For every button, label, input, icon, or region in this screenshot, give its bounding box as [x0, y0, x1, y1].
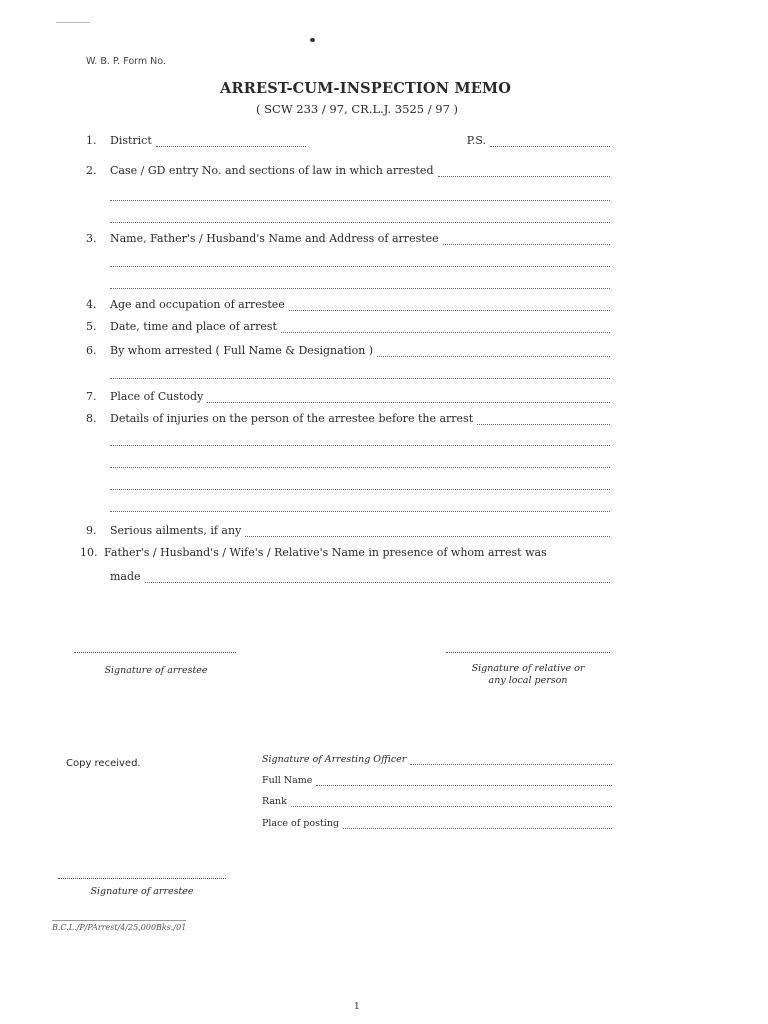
- arrestee-signature-caption: Signature of arrestee: [104, 665, 208, 676]
- field-place-of-custody: [86, 390, 610, 403]
- field-label: Father's / Husband's / Wife's / Relative's Name in presence of whom arrest was: [104, 546, 547, 559]
- case-entry-blank[interactable]: [438, 166, 611, 177]
- ps-label: P.S.: [466, 134, 486, 147]
- place-of-posting-label: Place of posting: [262, 818, 340, 829]
- field-number: 2.: [86, 164, 97, 177]
- form-number: W. B. P. Form No.: [86, 56, 166, 67]
- field-date-time-place: [86, 320, 610, 333]
- field-label: Name, Father's / Husband's Name and Address of arrestee: [110, 232, 439, 245]
- field-number: 8.: [86, 412, 97, 425]
- rank-blank[interactable]: [291, 796, 612, 807]
- field-number: 4.: [86, 298, 97, 311]
- field-number: 7.: [86, 390, 97, 403]
- field-label: District: [110, 134, 152, 147]
- copy-received-label: Copy received.: [66, 758, 141, 769]
- arrestee-signature-line[interactable]: [74, 652, 236, 653]
- form-subtitle: ( SCW 233 / 97, CR.L.J. 3525 / 97 ): [256, 102, 459, 116]
- date-time-place-blank[interactable]: [281, 322, 610, 333]
- arrestee-copy-signature-line[interactable]: [58, 878, 226, 879]
- arrestee-copy-signature-caption: Signature of arrestee: [90, 886, 194, 897]
- injury-details-line-2[interactable]: [110, 445, 610, 446]
- arresting-officer-signature: [262, 754, 612, 765]
- place-of-posting-blank[interactable]: [343, 818, 612, 829]
- field-label: Case / GD entry No. and sections of law in which arrested: [110, 164, 434, 177]
- officer-signature-label: Signature of Arresting Officer: [262, 754, 407, 765]
- field-number: 9.: [86, 524, 97, 537]
- arrested-by-line-2[interactable]: [110, 378, 610, 379]
- field-label-continued: made: [110, 570, 141, 583]
- field-label: By whom arrested ( Full Name & Designation ): [110, 344, 374, 357]
- field-number: 5.: [86, 320, 97, 333]
- witness-relative-blank[interactable]: [145, 572, 610, 583]
- case-entry-line-2[interactable]: [110, 200, 610, 201]
- full-name-blank[interactable]: [316, 775, 612, 786]
- field-label: Age and occupation of arrestee: [110, 298, 285, 311]
- print-code: B.C.L./P/PArrest/4/25,000Bks./01: [52, 920, 186, 932]
- officer-full-name: [262, 775, 612, 786]
- arrestee-name-blank[interactable]: [443, 234, 610, 245]
- field-arrestee-name: [86, 232, 610, 245]
- field-witness-relative-cont: [110, 570, 610, 583]
- field-number: 1.: [86, 134, 97, 147]
- arrestee-name-line-2[interactable]: [110, 266, 610, 267]
- field-label: Place of Custody: [110, 390, 204, 403]
- field-label: Serious ailments, if any: [110, 524, 242, 537]
- age-occupation-blank[interactable]: [289, 300, 610, 311]
- injury-details-blank[interactable]: [477, 414, 610, 425]
- ps-blank[interactable]: [490, 136, 610, 147]
- full-name-label: Full Name: [262, 775, 313, 786]
- field-label: Date, time and place of arrest: [110, 320, 277, 333]
- case-entry-line-3[interactable]: [110, 222, 610, 223]
- field-age-occupation: [86, 298, 610, 311]
- field-label: Details of injuries on the person of the arrestee before the arrest: [110, 412, 474, 425]
- field-arrested-by: [86, 344, 610, 357]
- page-number: 1: [354, 1002, 360, 1012]
- arrestee-name-line-3[interactable]: [110, 288, 610, 289]
- officer-signature-blank[interactable]: [410, 754, 612, 765]
- field-case-entry: [86, 164, 610, 177]
- injury-details-line-3[interactable]: [110, 467, 610, 468]
- field-number: 3.: [86, 232, 97, 245]
- injury-details-line-4[interactable]: [110, 489, 610, 490]
- relative-signature-line[interactable]: [446, 652, 610, 653]
- officer-place-of-posting: [262, 818, 612, 829]
- field-district: [86, 134, 610, 147]
- corner-mark: [56, 22, 90, 23]
- field-number: 10.: [80, 546, 98, 559]
- arrested-by-blank[interactable]: [377, 346, 610, 357]
- relative-signature-caption: Signature of relative or any local person: [471, 663, 585, 686]
- field-serious-ailments: [86, 524, 610, 537]
- injury-details-line-5[interactable]: [110, 511, 610, 512]
- officer-rank: [262, 796, 612, 807]
- rank-label: Rank: [262, 796, 287, 807]
- form-title: ARREST-CUM-INSPECTION MEMO: [220, 80, 512, 97]
- ink-speck: [310, 38, 315, 42]
- serious-ailments-blank[interactable]: [245, 526, 610, 537]
- field-number: 6.: [86, 344, 97, 357]
- district-blank[interactable]: [156, 136, 306, 147]
- field-witness-relative: [80, 546, 610, 559]
- place-of-custody-blank[interactable]: [207, 392, 610, 403]
- field-injury-details: [86, 412, 610, 425]
